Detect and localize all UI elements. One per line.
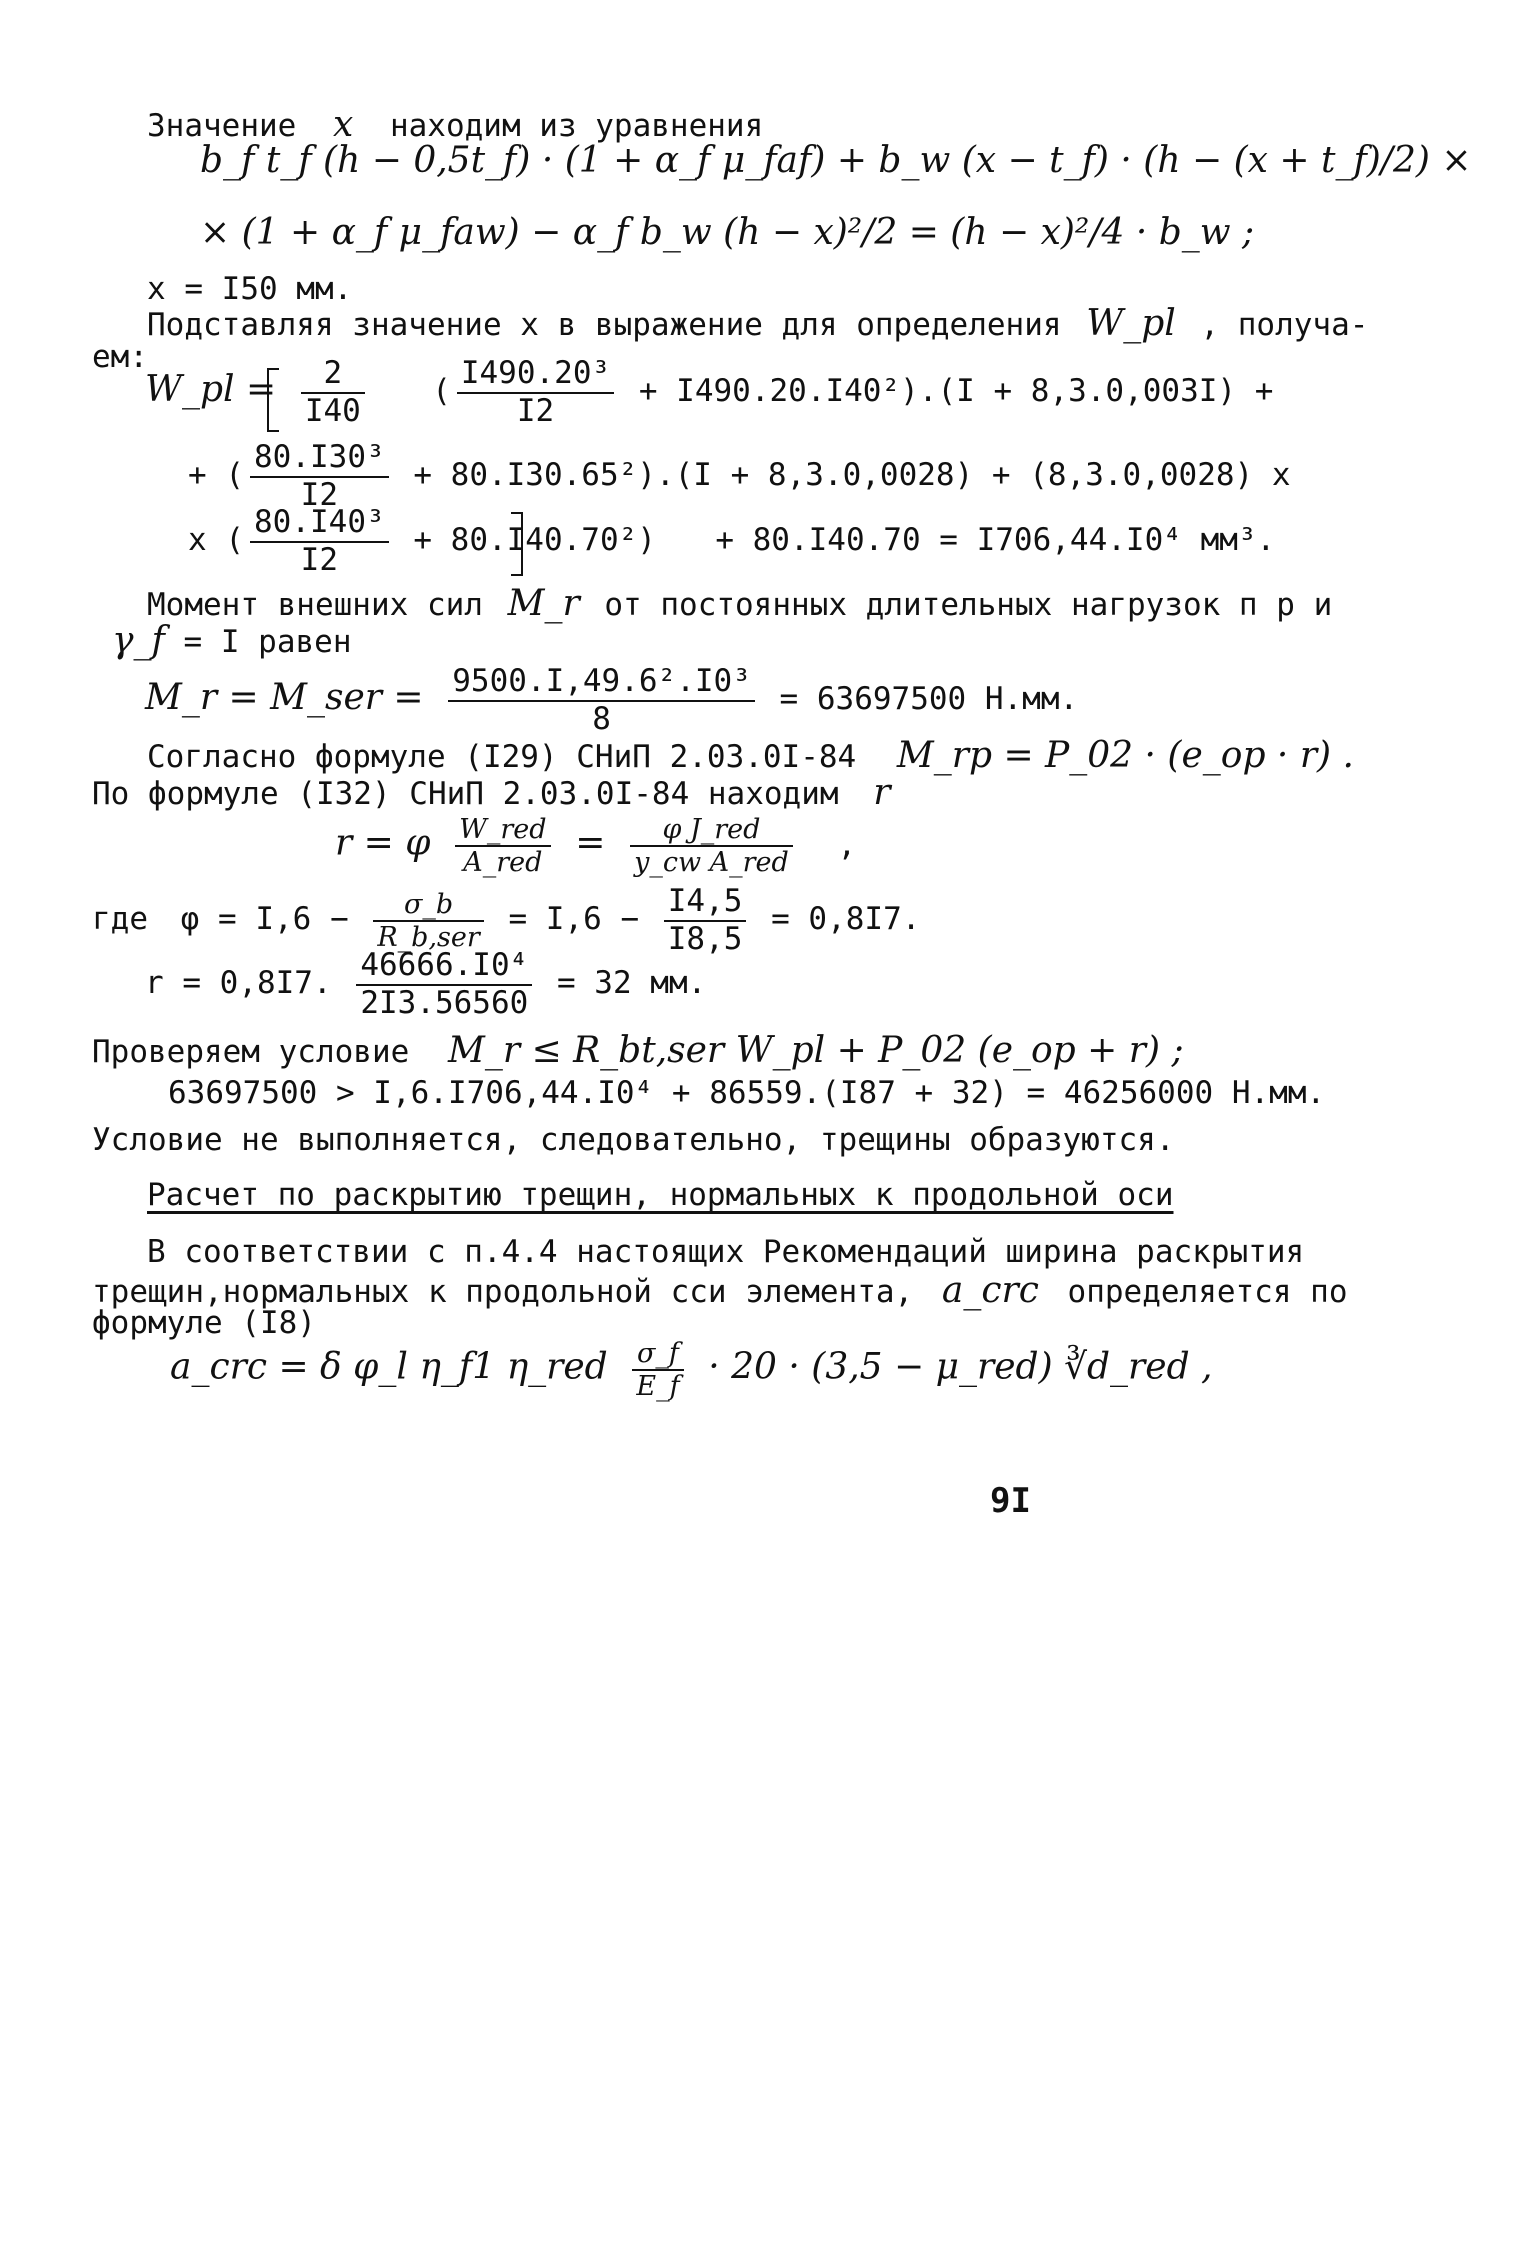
intro-text-a: Значение bbox=[147, 108, 297, 144]
phi-rhs: = 0,8I7. bbox=[771, 901, 921, 938]
page-number: 9I bbox=[990, 1481, 1031, 1521]
phi-mid: = I,6 − bbox=[508, 901, 640, 938]
r-value-fraction bbox=[356, 948, 532, 1021]
substitution-text-b: , получа- bbox=[1200, 307, 1369, 343]
mr-den: 8 bbox=[592, 700, 611, 737]
term3-tail: + 80.I40.70 = I706,44.I0⁴ мм³. bbox=[715, 522, 1276, 559]
r-tail: , bbox=[837, 826, 857, 863]
wpl-fraction bbox=[301, 356, 365, 429]
equation-x-line2: × (1 + α_f μ_faw) − α_f b_w (h − x)²/2 = (h − x)²/4 · b_w ; bbox=[200, 212, 1255, 253]
acrc-symbol: a_crc bbox=[941, 1270, 1039, 1311]
mr-num: 9500.I,49.6².I0³ bbox=[448, 664, 755, 702]
acrc-den: E_f bbox=[636, 1371, 680, 1403]
formula129-expr: M_rp = P_02 · (e_op · r) . bbox=[896, 735, 1354, 776]
term3-den: I2 bbox=[300, 541, 338, 578]
variable-x: x bbox=[332, 104, 354, 145]
term1-rest: + I490.20.I40²).(I + 8,3.0,003I) + bbox=[638, 373, 1274, 410]
r-value-den: 2I3.56560 bbox=[360, 984, 529, 1021]
phi-frac2-num: I4,5 bbox=[664, 884, 747, 922]
where-label: где bbox=[92, 901, 148, 938]
formula129-text: Согласно формуле (I29) СНиП 2.03.0I-84 bbox=[147, 739, 857, 775]
x-result: x = I50 мм. bbox=[147, 271, 353, 307]
acrc-rhs: · 20 · (3,5 − μ_red) ∛d_red , bbox=[708, 1346, 1213, 1388]
wpl-formula-line2: + ( $\frac{\text{80.I30³}}{I2}$ + 80.I30.65²).(I + 8,3.0,0028) + (8,3.0,0028) x bbox=[188, 439, 1291, 513]
acrc-num: σ_f bbox=[632, 1338, 683, 1371]
r-frac1-num: W_red bbox=[455, 814, 550, 847]
paragraph-line2-b: определяется по bbox=[1067, 1274, 1348, 1310]
term3-fraction bbox=[250, 505, 389, 578]
formula129-line bbox=[147, 735, 1354, 776]
mr-equation bbox=[145, 664, 1078, 737]
r-frac2 bbox=[630, 814, 793, 878]
phi-frac1-num: σ_b bbox=[373, 889, 483, 922]
phi-frac2-den: I8,5 bbox=[667, 920, 743, 957]
substitution-line bbox=[147, 303, 1368, 344]
paragraph-line2-a: трещин,нормальных к продольной сси элемента, bbox=[92, 1274, 914, 1310]
mr-lhs: M_r = M_ser = bbox=[145, 677, 424, 719]
r-value-lhs: r = 0,8I7. bbox=[145, 965, 332, 1002]
phi-frac2 bbox=[664, 884, 747, 957]
phi-frac1-den: R_b,ser bbox=[377, 921, 480, 953]
right-bracket bbox=[511, 512, 523, 576]
term1-num: I490.20³ bbox=[457, 356, 614, 394]
acrc-equation bbox=[170, 1338, 1213, 1402]
r-frac2-den: y_cw A_red bbox=[634, 847, 789, 879]
section-heading: Расчет по раскрытию трещин, нормальных к продольной оси bbox=[147, 1177, 1174, 1213]
term2-num: 80.I30³ bbox=[250, 440, 389, 478]
term3-rest: + 80.I40.70²) bbox=[413, 522, 656, 559]
moment-text-b: от постоянных длительных нагрузок п р и bbox=[604, 587, 1333, 623]
check-numeric: 63697500 > I,6.I706,44.I0⁴ + 86559.(I87 + 32) = 46256000 Н.мм. bbox=[168, 1075, 1326, 1111]
term2-fraction bbox=[250, 440, 389, 513]
conclusion: Условие не выполняется, следовательно, трещины образуются. bbox=[92, 1122, 1175, 1158]
wpl-frac-num: 2 bbox=[301, 356, 365, 394]
phi-frac1 bbox=[373, 889, 483, 953]
wpl-formula-line1: W_pl = $\frac{2}{I40}$ ( $\frac{\text{I490.20³}}{I2}$ + I490.20.I40²).(I + 8,3.0,003I) + bbox=[145, 355, 1274, 429]
check-text: Проверяем условие bbox=[92, 1034, 410, 1070]
gamma-line bbox=[112, 620, 352, 661]
moment-text-a: Момент внешних сил bbox=[147, 587, 483, 623]
mr-fraction bbox=[448, 664, 755, 737]
mr-symbol: M_r bbox=[507, 583, 580, 624]
term2-den: I2 bbox=[300, 476, 338, 513]
formula132-line bbox=[92, 772, 890, 813]
left-bracket bbox=[267, 368, 279, 432]
wpl-symbol: W_pl bbox=[1086, 303, 1176, 344]
r-frac2-num: φ J_red bbox=[630, 814, 793, 847]
term2-rest: + 80.I30.65²).(I + 8,3.0,0028) + (8,3.0,0028) x bbox=[413, 457, 1291, 494]
r-lhs: r = φ bbox=[335, 822, 431, 864]
mr-rhs: = 63697500 Н.мм. bbox=[779, 681, 1079, 718]
intro-text-b: находим из уравнения bbox=[389, 108, 764, 144]
substitution-text-a: Подставляя значение x в выражение для определения bbox=[147, 307, 1062, 343]
r-equation bbox=[335, 814, 856, 878]
wpl-frac-den: I40 bbox=[304, 392, 361, 429]
term3-num: 80.I40³ bbox=[250, 505, 389, 543]
term1-den: I2 bbox=[516, 392, 555, 429]
equation-x-line1: b_f t_f (h − 0,5t_f) · (1 + α_f μ_faf) + b_w (x − t_f) · (h − (x + t_f)/2) × bbox=[200, 140, 1472, 181]
formula132-text: По формуле (I32) СНиП 2.03.0I-84 находим bbox=[92, 776, 839, 812]
moment-line bbox=[147, 583, 1332, 624]
phi-lhs: φ = I,6 − bbox=[180, 901, 349, 938]
formula132-r: r bbox=[873, 772, 891, 813]
gamma-text: = I равен bbox=[183, 624, 352, 660]
gamma-symbol: γ_f bbox=[112, 620, 165, 661]
r-eq-sign: = bbox=[575, 822, 606, 864]
r-value-rhs: = 32 мм. bbox=[556, 965, 707, 1002]
r-value bbox=[145, 948, 706, 1021]
acrc-lhs: a_crc = δ φ_l η_f1 η_red bbox=[170, 1346, 608, 1388]
term1-fraction bbox=[457, 356, 614, 429]
check-expr: M_r ≤ R_bt,ser W_pl + P_02 (e_op + r) ; bbox=[447, 1030, 1184, 1071]
acrc-fraction bbox=[632, 1338, 683, 1402]
substitution-text-c: ем: bbox=[92, 339, 148, 375]
paragraph-line3: формуле (I8) bbox=[92, 1305, 316, 1341]
wpl-formula-line3: x ( $\frac{\text{80.I40³}}{I2}$ + 80.I40.70²) + 80.I40.70 = I706,44.I0⁴ мм³. bbox=[188, 504, 1276, 578]
wpl-lhs: W_pl = bbox=[145, 369, 277, 411]
paragraph-line1: В соответствии с п.4.4 настоящих Рекомендаций ширина раскрытия bbox=[147, 1234, 1305, 1270]
r-value-num: 46666.I0⁴ bbox=[356, 948, 532, 986]
r-frac1-den: A_red bbox=[463, 847, 543, 879]
check-line bbox=[92, 1030, 1184, 1071]
r-frac1 bbox=[455, 814, 550, 878]
